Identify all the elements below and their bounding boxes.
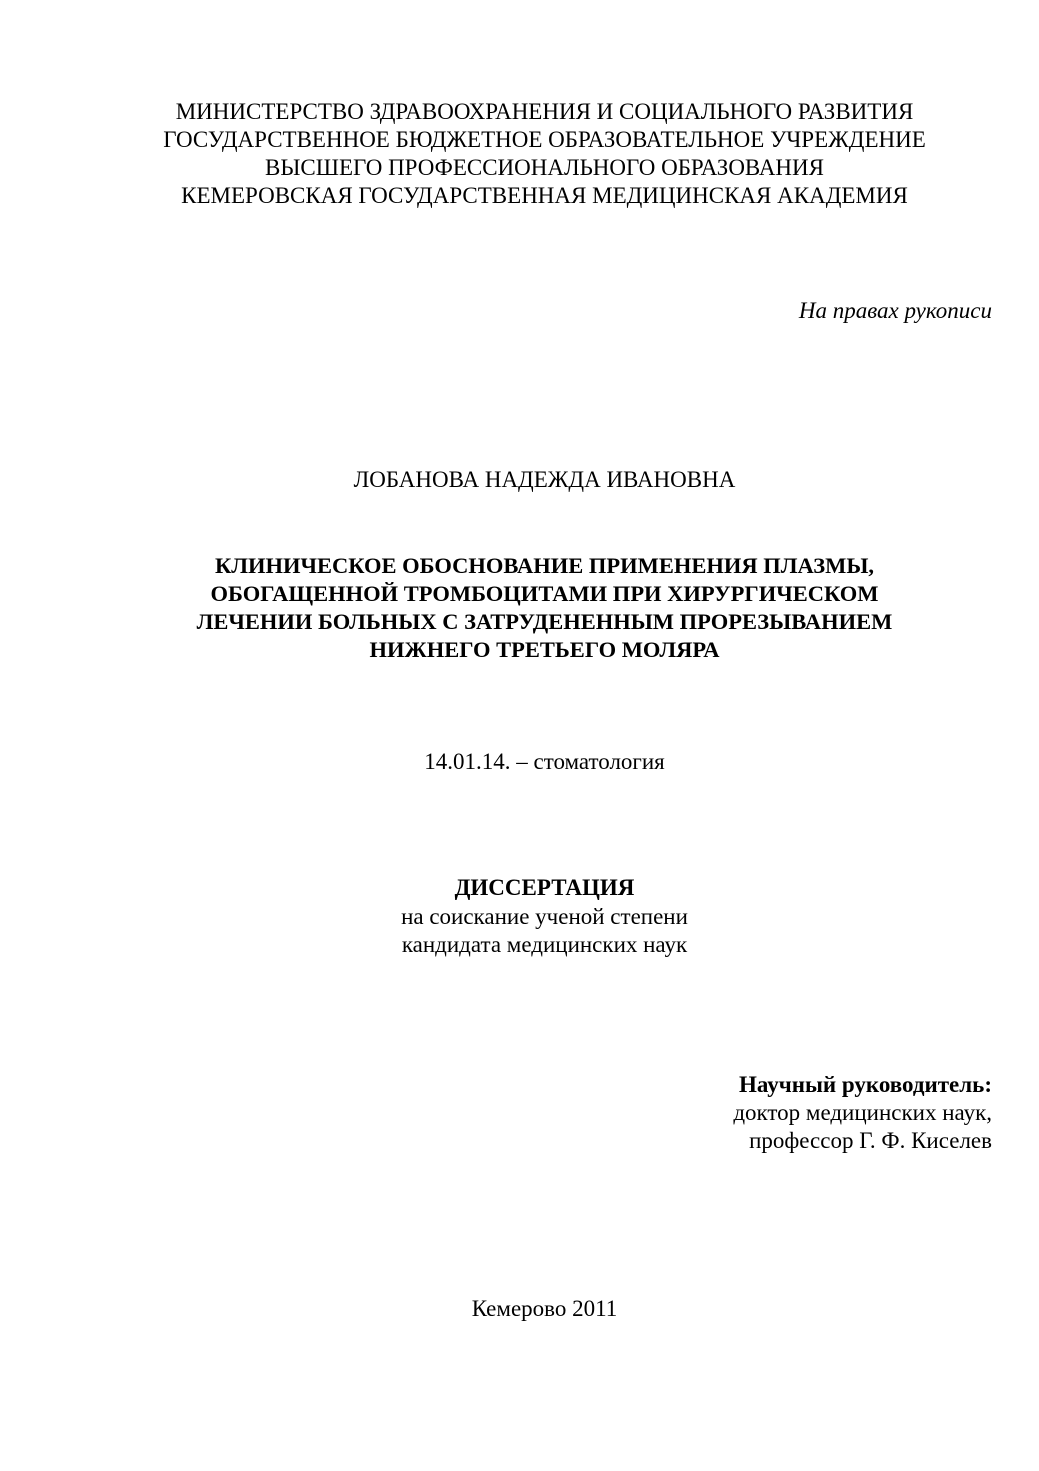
degree-line: кандидата медицинских наук [401,932,688,957]
degree-line: на соискание ученой степени [401,904,688,929]
supervisor-line: доктор медицинских наук, [733,1100,992,1125]
institution-line: ВЫСШЕГО ПРОФЕССИОНАЛЬНОГО ОБРАЗОВАНИЯ [265,155,824,180]
supervisor-block [733,1071,992,1155]
institution-line: МИНИСТЕРСТВО ЗДРАВООХРАНЕНИЯ И СОЦИАЛЬНОГО РАЗВИТИЯ [175,99,914,124]
specialty-block [25,748,1039,776]
specialty-code: 14.01.14. – стоматология [424,749,665,774]
institution-header [25,98,1039,210]
title-line: ОБОГАЩЕННОЙ ТРОМБОЦИТАМИ ПРИ ХИРУРГИЧЕСКОМ [210,581,879,606]
footer-block [25,1295,1039,1323]
author-name: ЛОБАНОВА НАДЕЖДА ИВАНОВНА [353,467,736,492]
supervisor-heading: Научный руководитель: [739,1072,992,1097]
title-line: КЛИНИЧЕСКОЕ ОБОСНОВАНИЕ ПРИМЕНЕНИЯ ПЛАЗМЫ, [214,553,875,578]
supervisor-line: профессор Г. Ф. Киселев [749,1128,992,1153]
institution-line: ГОСУДАРСТВЕННОЕ БЮДЖЕТНОЕ ОБРАЗОВАТЕЛЬНОЕ УЧРЕЖДЕНИЕ [163,127,926,152]
institution-line: КЕМЕРОВСКАЯ ГОСУДАРСТВЕННАЯ МЕДИЦИНСКАЯ АКАДЕМИЯ [181,183,908,208]
degree-heading: ДИССЕРТАЦИЯ [454,875,635,900]
rights-note: На правах рукописи [798,298,992,323]
city-year: Кемерово 2011 [471,1296,618,1321]
title-line: ЛЕЧЕНИИ БОЛЬНЫХ С ЗАТРУДЕНЕННЫМ ПРОРЕЗЫВАНИЕМ [196,609,893,634]
title-line: НИЖНЕГО ТРЕТЬЕГО МОЛЯРА [369,637,720,662]
dissertation-title [25,552,1039,664]
degree-block [25,874,1039,959]
author-block [25,466,1039,494]
